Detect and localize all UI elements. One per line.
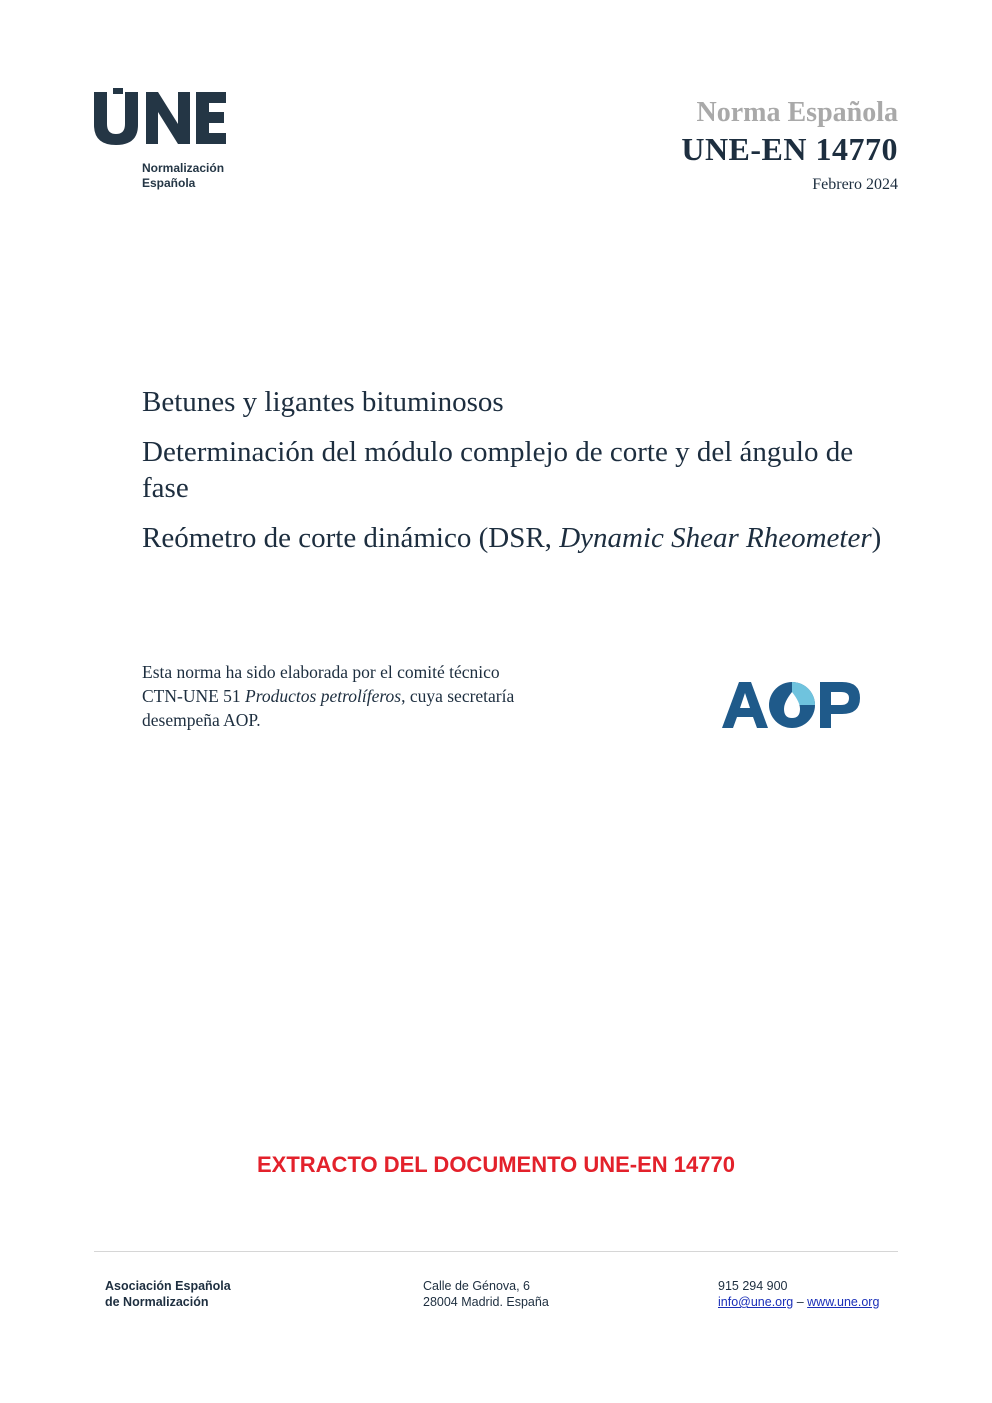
- website-link[interactable]: www.une.org: [807, 1295, 880, 1309]
- committee-italic: Productos petrolíferos: [245, 686, 402, 706]
- footer-org-line-1: Asociación Española: [105, 1279, 231, 1293]
- standard-header: [681, 96, 898, 194]
- aop-logo-mark: [720, 678, 864, 732]
- une-logo-mark: [92, 88, 232, 148]
- footer-links: [718, 1294, 879, 1310]
- extract-notice: EXTRACTO DEL DOCUMENTO UNE-EN 14770: [257, 1152, 735, 1177]
- title-line-3-suffix: ): [871, 522, 882, 554]
- title-line-2: Determinación del módulo complejo de corte y del ángulo de fase: [142, 436, 854, 504]
- logo-subtitle-line1: Normalización: [142, 161, 225, 175]
- title-line-3: [142, 520, 902, 556]
- footer-contact: [718, 1278, 879, 1310]
- footer-phone: 915 294 900: [718, 1279, 788, 1293]
- committee-line-1: Esta norma ha sido elaborada por el comité técnico: [142, 662, 500, 682]
- footer-org-line-2: de Normalización: [105, 1295, 209, 1309]
- title-line-1: Betunes y ligantes bituminosos: [142, 386, 504, 418]
- aop-logo: [720, 678, 864, 732]
- footer-divider: [94, 1251, 898, 1252]
- logo-subtitle-line2: Española: [142, 176, 196, 190]
- committee-code: CTN-UNE 51: [142, 686, 246, 706]
- committee-statement: [142, 660, 612, 732]
- logo-subtitle: [142, 161, 224, 191]
- footer-address-line-1: Calle de Génova, 6: [423, 1279, 531, 1293]
- committee-line-3: desempeña AOP.: [142, 710, 261, 730]
- committee-rest: , cuya secretaría: [401, 686, 515, 706]
- norma-label: Norma Española: [696, 97, 898, 128]
- title-line-3-italic: Dynamic Shear Rheometer: [559, 522, 872, 554]
- committee-line-2: [142, 684, 612, 708]
- footer-address-line-2: 28004 Madrid. España: [423, 1295, 549, 1309]
- document-titles: [142, 384, 902, 570]
- footer-link-separator: –: [793, 1295, 808, 1309]
- norma-code: UNE-EN 14770: [681, 131, 898, 167]
- email-link[interactable]: info@une.org: [718, 1295, 794, 1309]
- footer-organization: [105, 1278, 231, 1310]
- title-line-3-prefix: Reómetro de corte dinámico (DSR,: [142, 522, 560, 554]
- footer-address: [423, 1278, 549, 1310]
- publication-date: Febrero 2024: [812, 176, 898, 193]
